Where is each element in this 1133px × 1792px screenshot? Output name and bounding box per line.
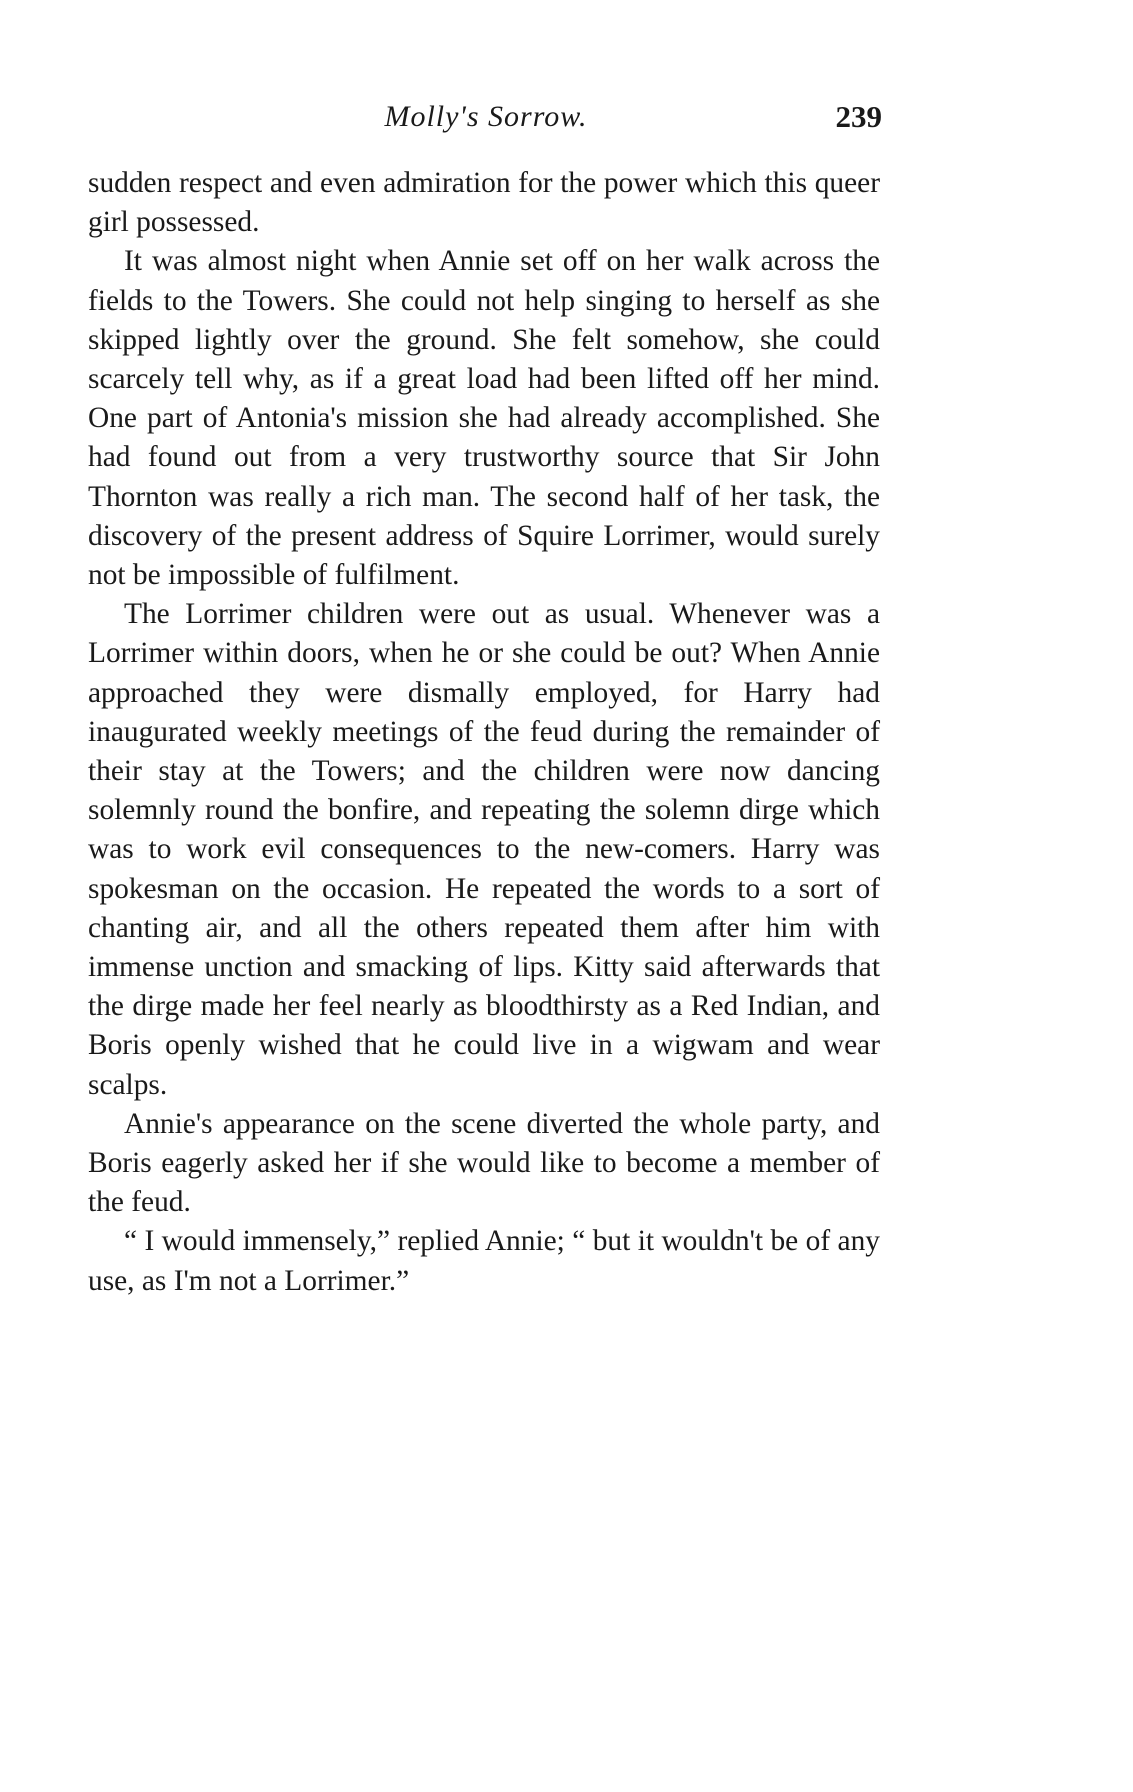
- paragraph: The Lorrimer children were out as usual. Whenever was a Lorrimer within doors, when he or she could be out? When Annie approached they were dismally employed, for Harry had inaugurated weekly meetings of the feud during the remainder of their stay at the Towers; and the children were now dancing solemnly round the bonfire, and repeating the solemn dirge which was to work evil consequences to the new-comers. Harry was spokesman on the occasion. He repeated the words to a sort of chanting air, and all the others repeated them after him with immense unction and smacking of lips. Kitty said afterwards that the dirge made her feel nearly as bloodthirsty as a Red Indian, and Boris openly wished that he could live in a wigwam and wear scalps.: [88, 598, 880, 1101]
- paragraph: It was almost night when Annie set off on her walk across the fields to the Towers. She could not help singing to herself as she skipped lightly over the ground. She felt somehow, she could scarcely tell why, as if a great load had been lifted off her mind. One part of Antonia's mission she had already accomplished. She had found out from a very trustworthy source that Sir John Thornton was really a rich man. The second half of her task, the discovery of the present address of Squire Lorrimer, would surely not be impossible of fulfilment.: [88, 245, 880, 592]
- paragraph-continuation: sudden respect and even admiration for the power which this queer girl possessed.: [88, 167, 880, 239]
- body-text: [88, 164, 880, 1301]
- running-title: Molly's Sorrow.: [384, 100, 588, 133]
- page-header: [86, 92, 886, 142]
- paragraph-dialogue: “ I would immensely,” replied Annie; “ but it wouldn't be of any use, as I'm not a Lorrimer.”: [88, 1225, 880, 1297]
- paragraph: Annie's appearance on the scene diverted the whole party, and Boris eagerly asked her if she would like to become a member of the feud.: [88, 1107, 880, 1219]
- page-number: 239: [835, 99, 882, 134]
